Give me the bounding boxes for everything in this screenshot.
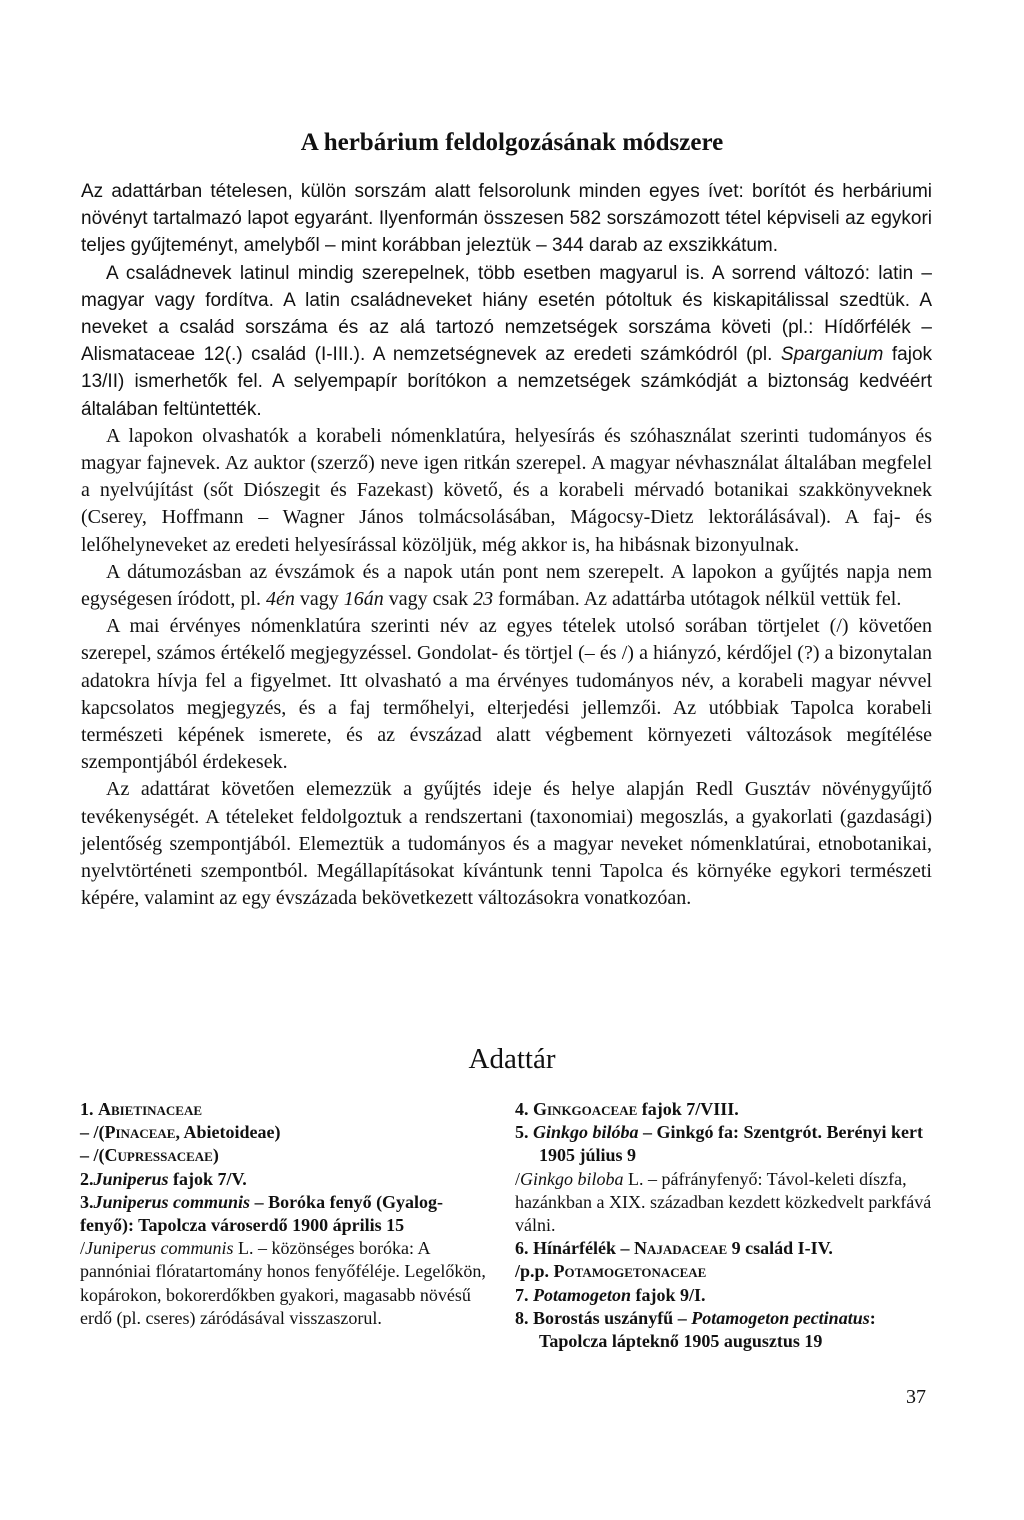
catalog-column-left — [80, 1098, 490, 1330]
catalog-entry-note: /Ginkgo biloba L. – páfrányfenyő: Távol-keleti díszfa, hazánkban a XIX. században kezdett közkedvelt parkfává válni. — [515, 1168, 932, 1236]
section-title: Adattár — [468, 1043, 556, 1075]
paragraph-1: Az adattárban tételesen, külön sorszám alatt felsorolunk minden egyes ívet: borítót és herbáriumi növényt tartalmazó lapot egyaránt. Ilyenformán összesen 582 sorszámozott tétel képviseli az egykori teljes gyűjteményt, amelyből – mint korábban jeleztük – 344 darab az exszikkátum. — [81, 181, 932, 257]
catalog-entry: – /(Cupressaceae) — [80, 1145, 219, 1166]
catalog-entry: 6. Hínárfélék – Najadaceae 9 család I-IV. — [515, 1238, 833, 1259]
body-text — [81, 178, 932, 912]
catalog-entry: 1. Abietinaceae — [80, 1099, 203, 1119]
paragraph-4: A dátumozásban az évszámok és a napok után pont nem szerepelt. A lapokon a gyűjtés napja nem egységesen íródott, pl. 4én vagy 16án vagy csak 23 formában. Az adattárba utótagok nélkül vettük fel. — [81, 560, 932, 611]
catalog-entry: 4. Ginkgoaceae fajok 7/VIII. — [515, 1099, 739, 1119]
catalog-entry: 5. Ginkgo bilóba – Ginkgó fa: Szentgrót. Berényi kert 1905 július 9 — [515, 1122, 923, 1166]
paragraph-2: A családnevek latinul mindig szerepelnek, több esetben magyarul is. A sorrend változó: latin – magyar vagy fordítva. A latin családneveket hiány esetén pótoltuk és kiskapitálissal szedtük. A neveket a család sorszáma és az alá tartozó nemzetségek sorszáma követi (pl.: Hídőrfélék – Alismataceae 12(.) család (I-III.). A nemzetségnevek az eredeti számkódról (pl. Sparganium fajok 13/II) ismerhetők fel. A selyempapír borítókon a nemzetségek számkódját a biztonság kedvéért általában feltüntették. — [81, 262, 933, 420]
paragraph-6: Az adattárat követően elemezzük a gyűjtés ideje és helye alapján Redl Gusztáv növénygyűjtő tevékenységét. A tételeket feldolgoztuk a rendszertani (taxonomiai) megoszlás, a gyakorlati (gazdasági) jelentőség szempontjából. Elemeztük a tudományos és a magyar neveket nómenklatúrai, etnobotanikai, nyelvtörténeti szempontból. Megállapításokat kívántunk tenni Tapolca és környéke egykori természeti képére, valamint az egy évszázada bekövetkezett változásokra vonatkozóan. — [81, 778, 932, 910]
paragraph-5: A mai érvényes nómenklatúra szerinti név az egyes tételek utolsó sorában törtjelet (/) követően szerepel, számos értékelő megjegyzéssel. Gondolat- és törtjel (– és /) a hiányzó, kérdőjel (?) a bizonytalan adatokra hívja fel a figyelmet. Itt olvasható a ma érvényes tudományos név, a korabeli magyar névvel kapcsolatos megjegyzés, és a faj termőhelyi, elterjedési jellemzői. Az utóbbiak Tapolca korabeli természeti képének ismerete, és az évszázad alatt végbement környezeti változások megítélése szempontjából érdekesek. — [81, 615, 932, 774]
paragraph-3: A lapokon olvashatók a korabeli nómenklatúra, helyesírás és szóhasználat szerinti tudományos és magyar fajnevek. Az auktor (szerző) neve igen ritkán szerepel. A magyar névhasználat általában megfelel a nyelvújítást (sőt Diószegit és Fazekast) követő, és a korabeli mérvadó botanikai szakkönyveknek (Cserey, Hoffmann – Wagner János tolmácsolásában, Mágocsy-Dietz lektorálásával). A faj- és lelőhelyneveket az eredeti helyesírással közöljük, még akkor is, ha hibásnak bizonyulnak. — [81, 424, 932, 556]
catalog-entry: 8. Borostás uszányfű – Potamogeton pectinatus: Tapolcza lápteknő 1905 augusztus 19 — [515, 1307, 876, 1352]
catalog-entry: 2.Juniperus fajok 7/V. — [80, 1168, 247, 1189]
catalog-entry: 3.Juniperus communis – Boróka fenyő (Gyalog-fenyő): Tapolcza városerdő 1900 április 15 — [80, 1191, 444, 1236]
catalog-entry: – /(Pinaceae, Abietoideae) — [80, 1122, 281, 1143]
genus-name: Sparganium — [780, 344, 884, 366]
page-title: A herbárium feldolgozásának módszere — [300, 129, 724, 156]
catalog-entry: /p.p. Potamogetonaceae — [515, 1261, 707, 1282]
catalog-entry: 7. Potamogeton fajok 9/I. — [515, 1284, 706, 1305]
catalog-column-right — [515, 1098, 935, 1353]
catalog-entry-note: /Juniperus communis L. – közönséges boróka: A pannóniai flóratartomány honos fenyőféléje. Legelőkön, kopárokon, bokorerdőkben gyakori, magasabb növésű erdő (pl. cseres) záródásával visszaszorul. — [80, 1238, 486, 1328]
page-number: 37 — [906, 1386, 926, 1408]
